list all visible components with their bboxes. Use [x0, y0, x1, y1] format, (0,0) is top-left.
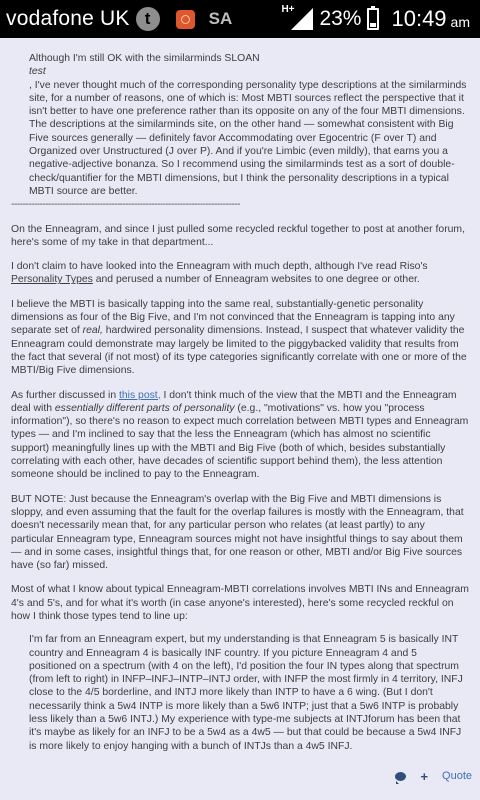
paragraph-4: As further discussed in this post, I don't think much of the view that the MBTI and the Enneagram deal with essentially different parts of personality (e.g., "motivations" vs. how you "process information"), so there's no reason to expect much correlation between MBTI types and Enneagram types — and I'm inclined to say that the less the Enneagram (which has almost no scientific support) meaningfully lines up with the MBTI and Big Five (both of which, besides substantially correlating with each other, have decades of scientific support behind them), the less attention someone should be inclined to pay to the Enneagram.: [11, 389, 469, 481]
quote-body: , I've never thought much of the corresponding personality type descriptions at the similarminds site, for a number of reasons, one of which is: Most MBTI sources reflect the perspective that it isn't better to have one preference rather than its opposite on any of the four MBTI dimensions. The descriptions at the similarminds site, on the other hand — somewhat consistent with Big Five sources generally — definitely favor Accommodating over Egocentric (F over T) and Organized over Unstructured (J over P). And if you're Limbic (even mildly), that earns you a negative-adjective bonanza. So I recommend using the similarminds test as a sort of double-check/quantifier for the MBTI dimensions, but I think the personality descriptions in a typical MBTI source are better.: [29, 79, 467, 197]
sa-label: SA: [208, 9, 233, 28]
reply-chat-icon[interactable]: [395, 772, 406, 781]
status-bar: [0, 0, 480, 38]
paragraph-1: On the Enneagram, and since I just pulled some recycled reckful together to post at another forum, here's some of my take in that department...: [11, 223, 465, 248]
status-right: [283, 0, 470, 38]
clock-time: 10:49: [391, 6, 447, 31]
nested-quote-text: I'm far from an Enneagram expert, but my understanding is that Enneagram 5 is basically INT country and Enneagram 4 is basically INF country. If you picture Enneagram 4 and 5 positioned on a spectrum (with 4 on the left), I'd position the four IN types along that spectrum (from left to right) in INFP–INFJ–INTP–INTJ order, with INFP the most firmly in 4 territory, INFJ close to the 4/5 borderline, and INTJ more likely than INTP to have a 6 wing. (But I don't necessarily think a 5w4 INTP is more likely than a 5w6 INTP; just that a 5w6 INTP is probably less likely than a 5w6 INTJ.) My experience with type-me subjects at INTJforum has been that it's maybe as likely for an INFJ to be a 5w4 as a 4w5 — but that could be because a 5w4 INFJ is more likely to enjoy hanging with a bunch of INTJs than a 4w5 INFJ.: [29, 634, 463, 752]
post-actions: [0, 765, 480, 787]
post-quote: [11, 52, 469, 198]
battery-icon: [367, 8, 379, 30]
tumblr-icon: t: [136, 7, 160, 31]
signal-icon: [283, 6, 313, 32]
divider-line: --------------------------------------------------------------------------------: [11, 199, 240, 211]
clock-ampm: am: [450, 13, 470, 30]
paragraph-3: I believe the MBTI is basically tapping into the same real, substantially-genetic personality dimensions as four of the Big Five, and I'm not convinced that the Enneagram is tapping into any separate set of real, hardwired personality dimensions. Instead, I suspect that whatever validity the Enneagram could demonstrate may largely be limited to the piggybacked validity that results from the fact that several (if not most) of its type categories significantly correlate with one or more of the MBTI/Big Five dimensions.: [11, 298, 467, 377]
this-post-link[interactable]: this post,: [119, 389, 161, 401]
quote-italic-line: test: [29, 66, 46, 78]
paragraph-5: BUT NOTE: Just because the Enneagram's overlap with the Big Five and MBTI dimensions is sloppy, and even assuming that the fault for the overlap failures is mostly with the Enneagram, that doesn't necessarily mean that, for any particular person who relates (at least partly) to any particular Enneagram type, Enneagram sources might not have insightful things to say about them — and in some cases, insightful things that, for one reason or other, MBTI and/or Big Five sources have (so far) missed.: [11, 493, 464, 572]
quote-button[interactable]: Quote: [442, 770, 472, 782]
quote-line: Although I'm still OK with the similarminds SLOAN: [29, 53, 260, 64]
plus-button[interactable]: +: [420, 768, 429, 784]
carrier-name: vodafone UK: [6, 7, 130, 30]
post-content: [0, 38, 480, 800]
paragraph-6: Most of what I know about typical Enneagram-MBTI correlations involves MBTI INs and Enneagram 4's and 5's, and for what it's worth (in case anyone's interested), here's some recycled reckful on how I think those types tend to line up:: [11, 584, 469, 622]
battery-percent: 23%: [319, 7, 362, 30]
network-type: H+: [281, 4, 295, 15]
paragraph-2: I don't claim to have looked into the Enneagram with much depth, although I've read Riso's Personality Types and perused a number of Enneagram websites to one degree or other.: [11, 261, 428, 286]
camera-app-icon: [176, 10, 195, 29]
personality-types-link[interactable]: Personality Types: [11, 274, 93, 286]
nested-quote: [11, 633, 469, 753]
